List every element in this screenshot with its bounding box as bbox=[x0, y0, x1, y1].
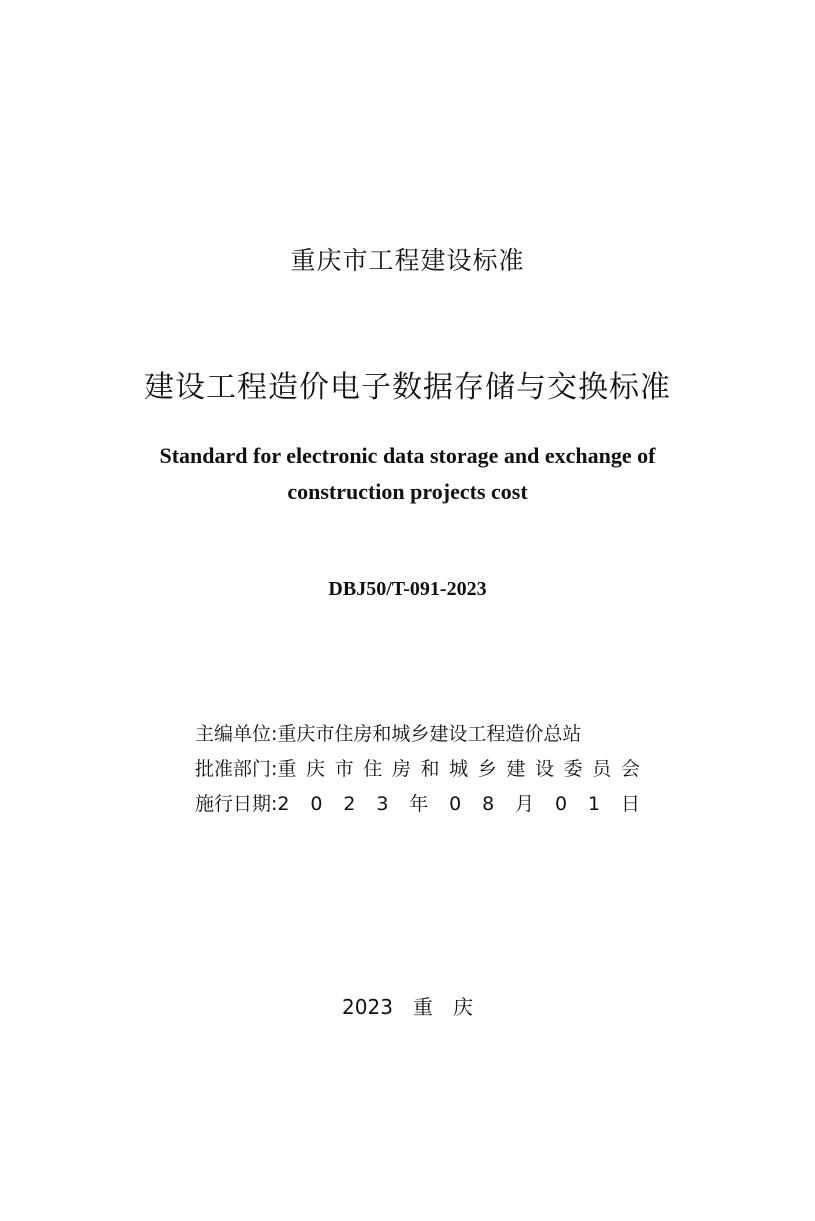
document-title-chinese: 建设工程造价电子数据存储与交换标准 bbox=[144, 370, 671, 405]
approver-char: 房 bbox=[391, 758, 411, 780]
series-title: 重庆市工程建设标准 bbox=[290, 246, 525, 275]
approver-char: 委 bbox=[563, 758, 583, 780]
approver-char: 建 bbox=[506, 758, 526, 780]
editor-value: 重庆市住房和城乡建设工程造价总站 bbox=[277, 723, 582, 745]
date-char: 8 bbox=[482, 793, 495, 815]
date-char: 3 bbox=[376, 793, 389, 815]
approver-char: 城 bbox=[449, 758, 469, 780]
footer-city-2: 庆 bbox=[452, 995, 473, 1019]
approver-row bbox=[195, 752, 640, 787]
approver-value bbox=[277, 752, 640, 787]
approver-label: 批准部门: bbox=[195, 758, 278, 780]
date-char: 0 bbox=[555, 793, 568, 815]
date-char: 日 bbox=[620, 793, 640, 815]
editor-row bbox=[195, 717, 640, 752]
date-char: 2 bbox=[277, 793, 290, 815]
approver-char: 员 bbox=[592, 758, 612, 780]
date-char: 0 bbox=[449, 793, 462, 815]
footer-year: 2023 bbox=[342, 995, 393, 1019]
approver-char: 会 bbox=[620, 758, 640, 780]
approver-char: 乡 bbox=[477, 758, 497, 780]
date-char: 1 bbox=[587, 793, 601, 815]
date-label: 施行日期: bbox=[195, 793, 278, 815]
date-char: 月 bbox=[515, 793, 535, 815]
date-char: 0 bbox=[310, 793, 323, 815]
effective-date-row bbox=[195, 787, 640, 822]
standard-code: DBJ50/T-091-2023 bbox=[328, 578, 487, 600]
editor-label: 主编单位: bbox=[195, 723, 278, 745]
publication-info bbox=[195, 717, 640, 822]
approver-char: 重 bbox=[277, 758, 297, 780]
date-char: 2 bbox=[343, 793, 356, 815]
approver-char: 庆 bbox=[306, 758, 326, 780]
approver-char: 住 bbox=[363, 758, 383, 780]
date-char: 年 bbox=[409, 793, 429, 815]
approver-char: 和 bbox=[420, 758, 440, 780]
footer-imprint bbox=[0, 991, 815, 1020]
title-en-line-2: construction projects cost bbox=[287, 479, 528, 504]
approver-char: 市 bbox=[334, 758, 354, 780]
document-title-english bbox=[0, 438, 815, 510]
approver-char: 设 bbox=[535, 758, 555, 780]
footer-city-1: 重 bbox=[412, 995, 433, 1019]
title-en-line-1: Standard for electronic data storage and exchange of bbox=[159, 443, 656, 468]
date-value bbox=[277, 787, 640, 822]
